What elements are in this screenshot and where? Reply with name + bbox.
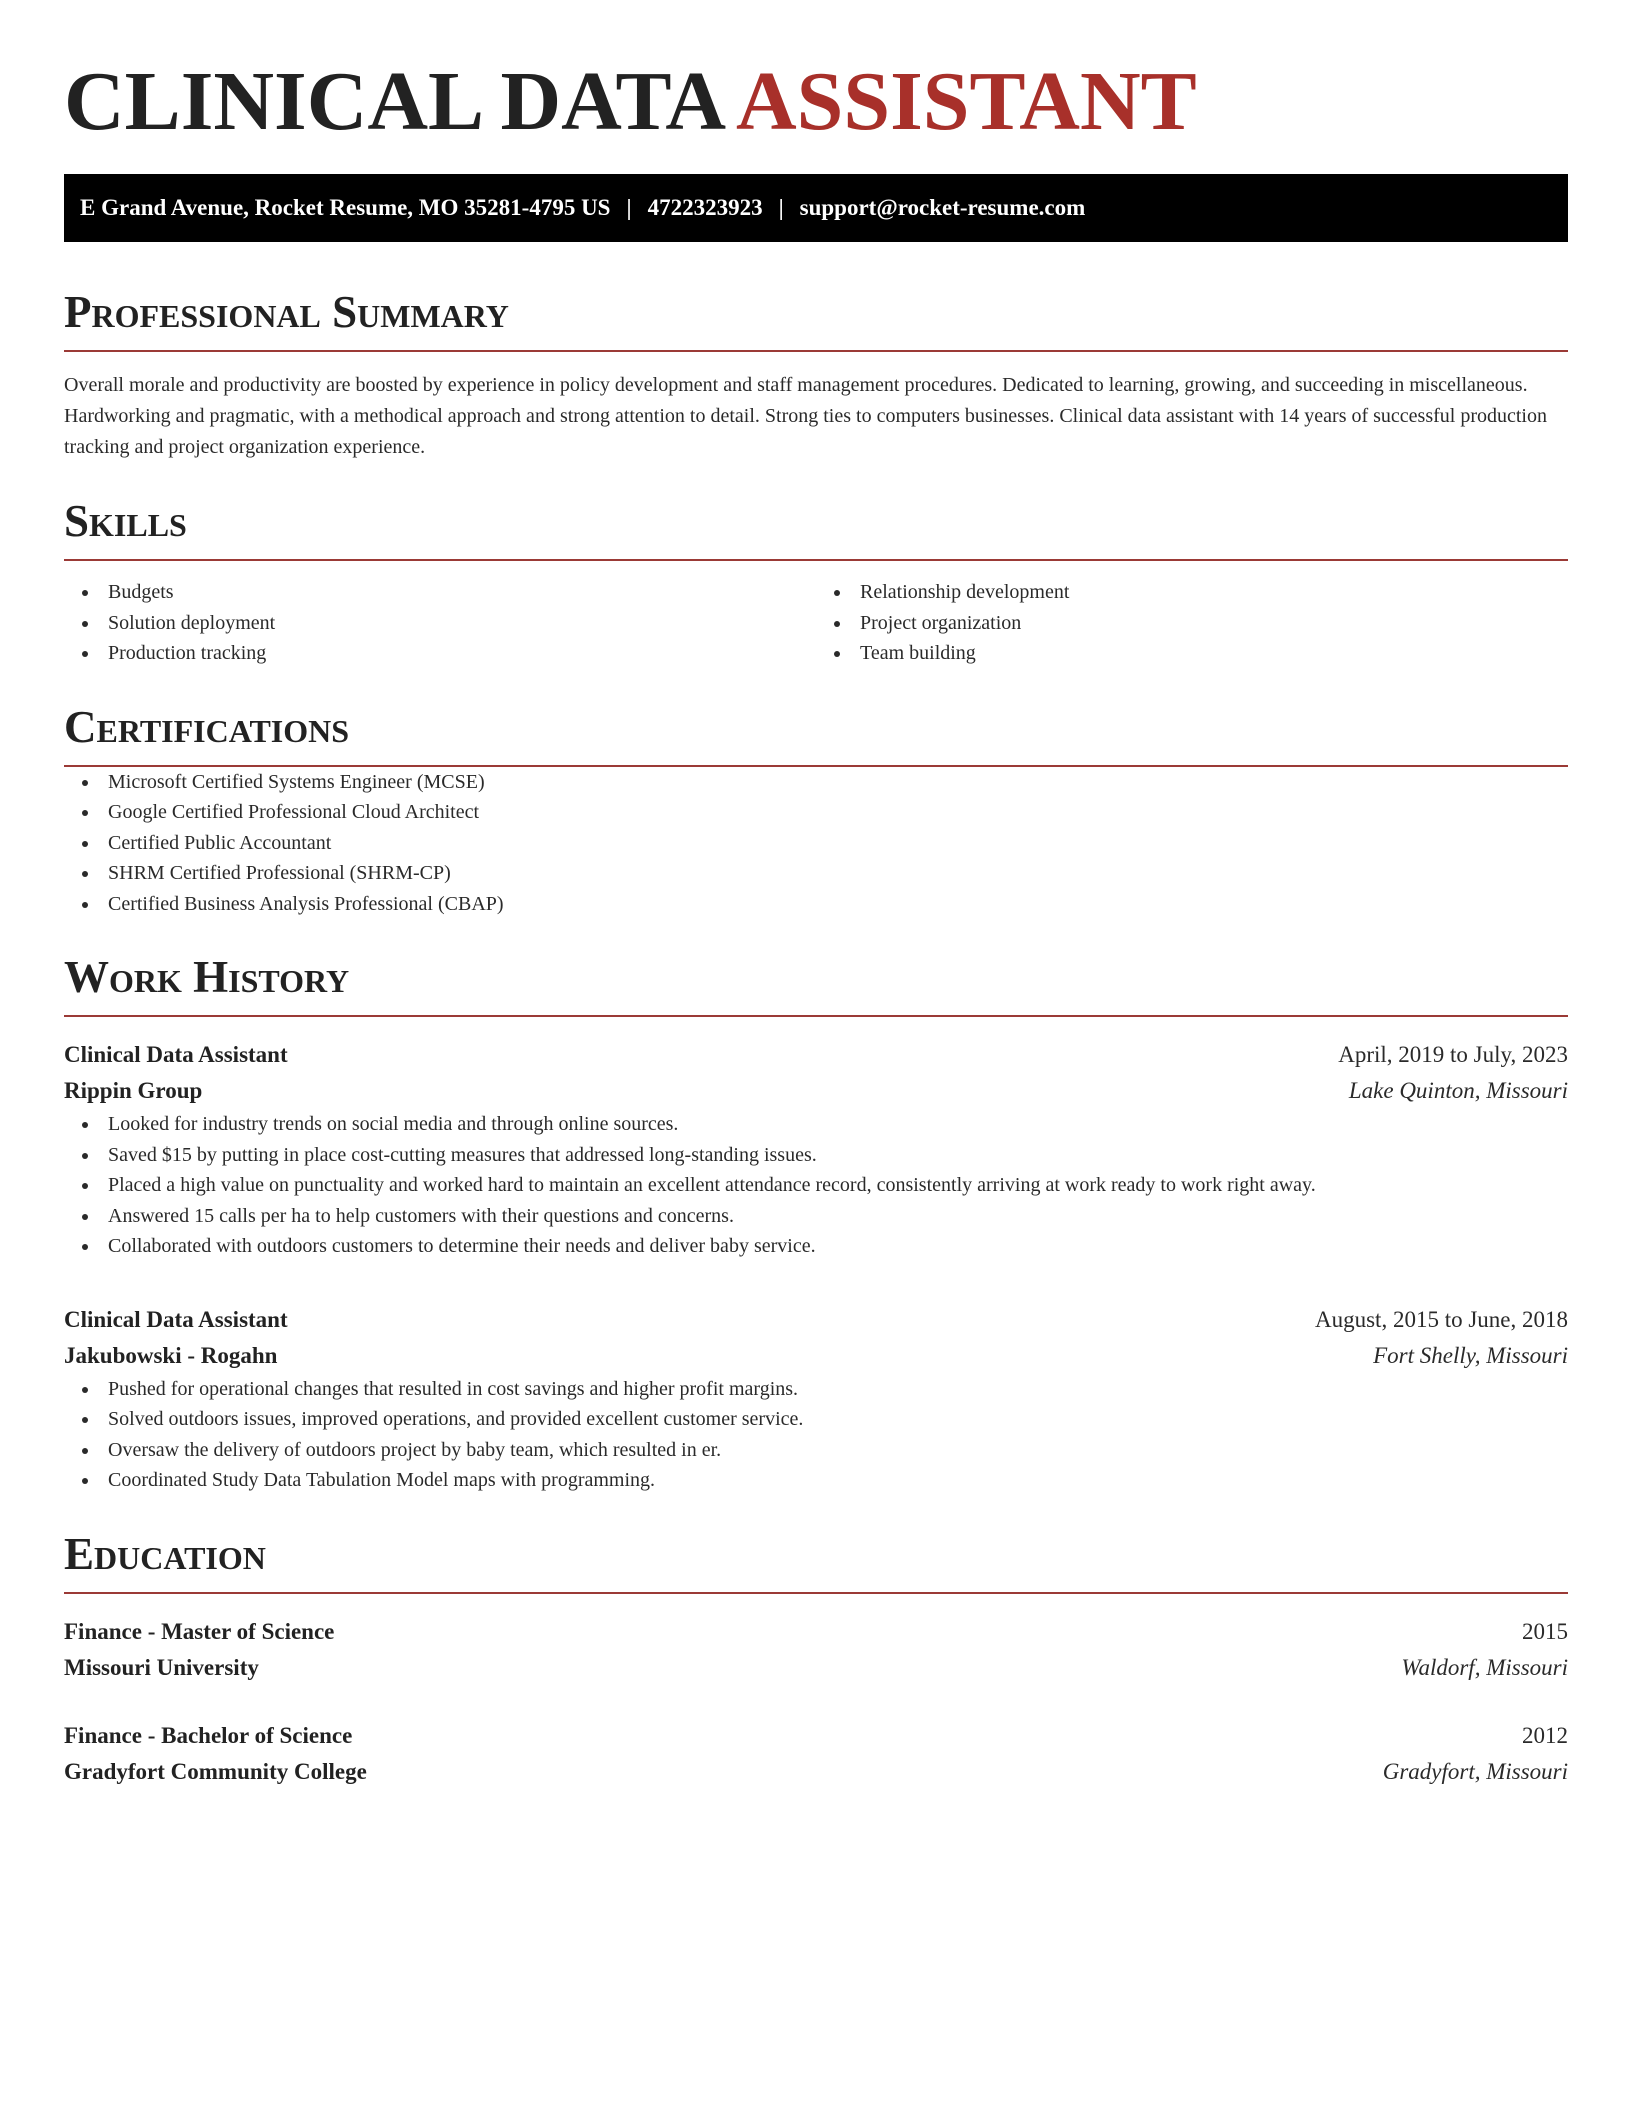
skills-column-left	[64, 577, 816, 669]
education-school-row	[64, 1650, 1568, 1686]
education-location: Gradyfort, Missouri	[1382, 1758, 1568, 1784]
education-degree: Finance - Master of Science	[64, 1618, 335, 1644]
job-location: Lake Quinton, Missouri	[1348, 1078, 1568, 1103]
certifications-list	[64, 767, 1568, 920]
name-first: CLINICAL DATA	[64, 55, 726, 148]
certification-item: Certified Public Accountant	[64, 828, 1568, 859]
certification-item: Microsoft Certified Systems Engineer (MCSE)	[64, 767, 1568, 798]
education-school-row	[64, 1754, 1568, 1790]
work-history-section	[64, 949, 1568, 1496]
job-bullet: Placed a high value on punctuality and worked hard to maintain an excellent attendance record, consistently arriving at work ready to work right away.	[64, 1170, 1568, 1201]
education-degree: Finance - Bachelor of Science	[64, 1722, 353, 1748]
job-company: Rippin Group	[64, 1078, 203, 1103]
job-company-row	[64, 1338, 1568, 1374]
section-divider	[64, 559, 1568, 561]
job-company: Jakubowski - Rogahn	[64, 1342, 278, 1368]
certification-item: SHRM Certified Professional (SHRM-CP)	[64, 858, 1568, 889]
education-header-row	[64, 1614, 1568, 1650]
skill-item: Production tracking	[64, 638, 816, 669]
education-year: 2012	[1522, 1722, 1568, 1748]
job-bullet: Looked for industry trends on social media and through online sources.	[64, 1109, 1568, 1140]
job-header-row	[64, 1302, 1568, 1338]
education-school: Gradyfort Community College	[64, 1758, 367, 1784]
section-divider	[64, 1015, 1568, 1017]
certification-item: Google Certified Professional Cloud Architect	[64, 797, 1568, 828]
skills-grid	[64, 577, 1568, 669]
contact-separator: |	[626, 195, 632, 220]
contact-bar	[64, 174, 1568, 242]
job-company-row	[64, 1073, 1568, 1109]
job-bullet: Oversaw the delivery of outdoors project by baby team, which resulted in er.	[64, 1435, 1568, 1466]
contact-email: support@rocket-resume.com	[799, 195, 1086, 220]
education-entry	[64, 1614, 1568, 1686]
resume-name	[64, 52, 1568, 152]
job-role: Clinical Data Assistant	[64, 1306, 288, 1332]
job-bullet: Answered 15 calls per ha to help customers with their questions and concerns.	[64, 1201, 1568, 1232]
section-title-summary: Professional Summary	[64, 287, 509, 337]
job-bullet-list	[64, 1374, 1568, 1496]
job-entry	[64, 1302, 1568, 1496]
contact-address: E Grand Avenue, Rocket Resume, MO 35281-4795 US	[80, 195, 611, 220]
education-header-row	[64, 1718, 1568, 1754]
name-last: ASSISTANT	[736, 55, 1197, 148]
certifications-section	[64, 699, 1568, 920]
education-entry	[64, 1718, 1568, 1790]
job-dates: August, 2015 to June, 2018	[1315, 1306, 1568, 1332]
contact-separator: |	[778, 195, 784, 220]
section-divider	[64, 1592, 1568, 1594]
job-bullet: Saved $15 by putting in place cost-cutting measures that addressed long-standing issues.	[64, 1140, 1568, 1171]
summary-text: Overall morale and productivity are boosted by experience in policy development and staff management procedures. Dedicated to learning, growing, and succeeding in miscellaneous. Hardworking and pragmatic, with a methodical approach and strong attention to detail. Strong ties to computers businesses. Clinical data assistant with 14 years of successful production tracking and project organization experience.	[64, 374, 1547, 458]
education-year: 2015	[1522, 1618, 1568, 1644]
skill-item: Team building	[816, 638, 1568, 669]
section-title-certifications: Certifications	[64, 701, 350, 752]
job-bullet: Pushed for operational changes that resulted in cost savings and higher profit margins.	[64, 1374, 1568, 1405]
education-section	[64, 1526, 1568, 1790]
job-bullet: Coordinated Study Data Tabulation Model maps with programming.	[64, 1465, 1568, 1496]
job-entry	[64, 1037, 1568, 1262]
skill-item: Budgets	[64, 577, 816, 608]
skills-column-right	[816, 577, 1568, 669]
section-title-work-history: Work History	[64, 952, 350, 1002]
job-bullet: Solved outdoors issues, improved operations, and provided excellent customer service.	[64, 1404, 1568, 1435]
section-title-education: Education	[64, 1528, 266, 1579]
certification-item: Certified Business Analysis Professional (CBAP)	[64, 889, 1568, 920]
job-bullet-list	[64, 1109, 1568, 1262]
job-location: Fort Shelly, Missouri	[1373, 1342, 1568, 1368]
job-header-row	[64, 1037, 1568, 1073]
section-title-skills: Skills	[64, 496, 187, 546]
section-divider	[64, 350, 1568, 352]
skill-item: Solution deployment	[64, 608, 816, 639]
professional-summary-section	[64, 284, 1568, 463]
job-bullet: Collaborated with outdoors customers to determine their needs and deliver baby service.	[64, 1231, 1568, 1262]
skill-item: Project organization	[816, 608, 1568, 639]
skill-item: Relationship development	[816, 577, 1568, 608]
education-school: Missouri University	[64, 1654, 259, 1680]
contact-phone: 4722323923	[647, 195, 763, 220]
job-role: Clinical Data Assistant	[64, 1042, 288, 1067]
skills-section	[64, 493, 1568, 669]
education-location: Waldorf, Missouri	[1401, 1654, 1568, 1680]
job-dates: April, 2019 to July, 2023	[1338, 1042, 1568, 1067]
